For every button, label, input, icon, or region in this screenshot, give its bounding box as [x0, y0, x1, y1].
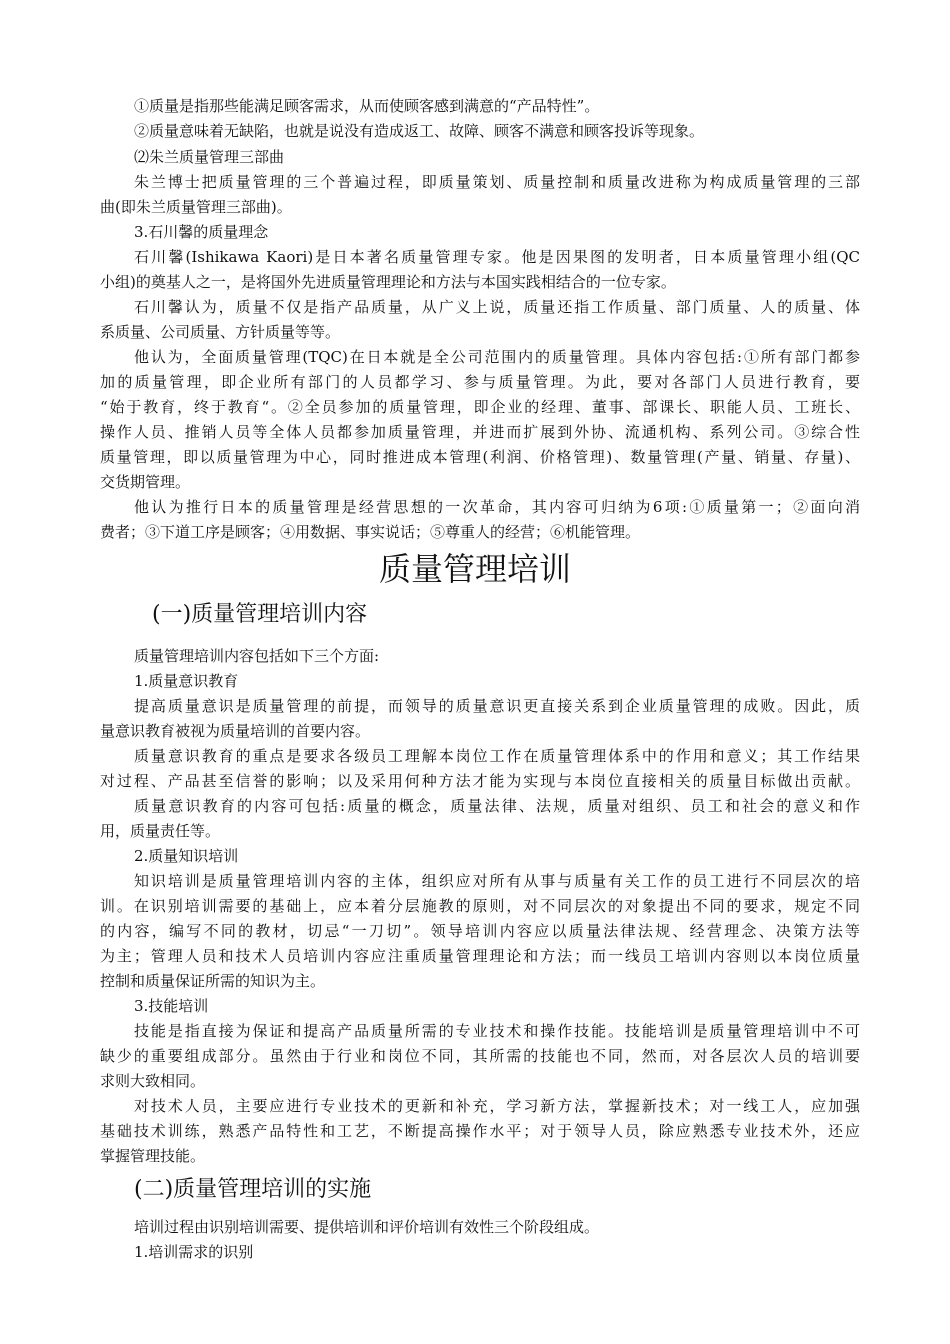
- paragraph-line: 质量意识教育的重点是要求各级员工理解本岗位工作在质量管理体系中的作用和意义；其工作结果: [134, 747, 860, 765]
- paragraph-line: 对过程、产品甚至信誉的影响；以及采用何种方法才能为实现与本岗位直接相关的质量目标做出贡献。: [100, 772, 860, 790]
- subheading: ⑵朱兰质量管理三部曲: [134, 148, 285, 166]
- paragraph-line: 知识培训是质量管理培训内容的主体，组织应对所有从事与质量有关工作的员工进行不同层次的培: [134, 872, 860, 890]
- page-title: 质量管理培训: [378, 550, 571, 588]
- paragraph-line: 加的质量管理，即企业所有部门的人员都学习、参与质量管理。为此，要对各部门人员进行教育，要: [100, 373, 860, 391]
- subheading: 1.质量意识教育: [134, 672, 239, 690]
- paragraph-line: 为主；管理人员和技术人员培训内容应注重质量管理理论和方法；而一线员工培训内容则以本岗位质量: [100, 947, 860, 965]
- paragraph-line: 朱兰博士把质量管理的三个普遍过程，即质量策划、质量控制和质量改进称为构成质量管理的三部: [134, 173, 860, 191]
- paragraph-line: 石川馨认为，质量不仅是指产品质量，从广义上说，质量还指工作质量、部门质量、人的质量、体: [134, 298, 860, 316]
- paragraph-line: ②质量意味着无缺陷，也就是说没有造成返工、故障、顾客不满意和顾客投诉等现象。: [134, 122, 705, 140]
- paragraph-line: 交货期管理。: [100, 473, 191, 491]
- paragraph-line: 基础技术训练，熟悉产品特性和工艺，不断提高操作水平；对于领导人员，除应熟悉专业技术外，还应: [100, 1122, 860, 1140]
- paragraph-line: 求则大致相同。: [100, 1072, 206, 1090]
- paragraph-line: 缺少的重要组成部分。虽然由于行业和岗位不同，其所需的技能也不同，然而，对各层次人员的培训要: [100, 1047, 860, 1065]
- paragraph-line: 培训过程由识别培训需要、提供培训和评价培训有效性三个阶段组成。: [134, 1218, 600, 1236]
- paragraph-line: 系质量、公司质量、方针质量等等。: [100, 323, 341, 341]
- paragraph-line: ①质量是指那些能满足顾客需求，从而使顾客感到满意的“产品特性”。: [134, 97, 600, 115]
- paragraph-line: 技能是指直接为保证和提高产品质量所需的专业技术和操作技能。技能培训是质量管理培训中不可: [134, 1022, 860, 1040]
- paragraph-line: 小组)的奠基人之一，是将国外先进质量管理理论和方法与本国实践相结合的一位专家。: [100, 273, 676, 291]
- paragraph-line: 质量意识教育的内容可包括:质量的概念，质量法律、法规，质量对组织、员工和社会的意义和作: [134, 797, 860, 815]
- paragraph-line: 量意识教育被视为质量培训的首要内容。: [100, 722, 371, 740]
- subheading: 1.培训需求的识别: [134, 1243, 254, 1261]
- paragraph-line: 曲(即朱兰质量管理三部曲)。: [100, 198, 292, 216]
- subheading: 3.石川馨的质量理念: [134, 223, 269, 241]
- paragraph-line: 对技术人员，主要应进行专业技术的更新和补充，学习新方法，掌握新技术；对一线工人，应加强: [134, 1097, 860, 1115]
- paragraph-line: 控制和质量保证所需的知识为主。: [100, 972, 326, 990]
- paragraph-line: 他认为，全面质量管理(TQC)在日本就是全公司范围内的质量管理。具体内容包括:①所有部门都参: [134, 348, 860, 366]
- subheading: 2.质量知识培训: [134, 847, 239, 865]
- paragraph-line: 操作人员、推销人员等全体人员都参加质量管理，并进而扩展到外协、流通机构、系列公司。③综合性: [100, 423, 860, 441]
- paragraph-line: 费者；③下道工序是顾客；④用数据、事实说话；⑤尊重人的经营；⑥机能管理。: [100, 523, 641, 541]
- paragraph-line: 的内容，编写不同的教材，切忌“一刀切”。领导培训内容应以质量法律法规、经营理念、决策方法等: [100, 922, 860, 940]
- section-heading: (二)质量管理培训的实施: [134, 1177, 372, 1202]
- paragraph-line: 质量管理培训内容包括如下三个方面:: [134, 647, 380, 665]
- paragraph-line: 用，质量责任等。: [100, 822, 221, 840]
- paragraph-line: 掌握管理技能。: [100, 1147, 206, 1165]
- subheading: 3.技能培训: [134, 997, 209, 1015]
- paragraph-line: 他认为推行日本的质量管理是经营思想的一次革命，其内容可归纳为6项:①质量第一；②面向消: [134, 498, 860, 516]
- paragraph-line: 训。在识别培训需要的基础上，应本着分层施教的原则，对不同层次的对象提出不同的要求，规定不同: [100, 897, 860, 915]
- paragraph-line: 提高质量意识是质量管理的前提，而领导的质量意识更直接关系到企业质量管理的成败。因此，质: [134, 697, 860, 715]
- paragraph-line: 质量管理，即以质量管理为中心，同时推进成本管理(利润、价格管理)、数量管理(产量、销量、存量)、: [100, 448, 860, 466]
- paragraph-line: “始于教育，终于教育“。②全员参加的质量管理，即企业的经理、董事、部课长、职能人员、工班长、: [100, 398, 860, 416]
- paragraph-line: 石川馨(Ishikawa Kaori)是日本著名质量管理专家。他是因果图的发明者，日本质量管理小组(QC: [134, 248, 860, 266]
- section-heading: (一)质量管理培训内容: [152, 602, 368, 627]
